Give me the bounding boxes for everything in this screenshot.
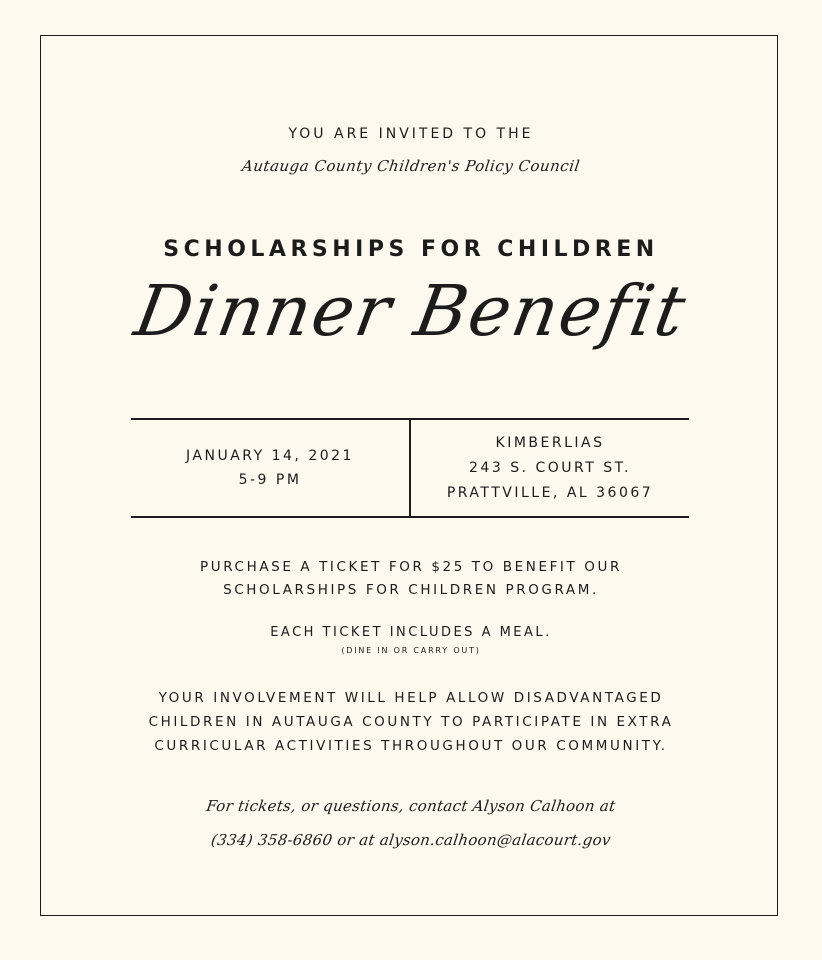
event-title: Dinner Benefit (128, 270, 694, 352)
contact-line-1: For tickets, or questions, contact Alyson Calhoon at (205, 797, 617, 815)
event-datetime (131, 418, 409, 518)
ticket-line-2: SCHOLARSHIPS FOR CHILDREN PROGRAM. (223, 582, 599, 598)
involvement-line-3: CURRICULAR ACTIVITIES THROUGHOUT OUR COMMUNITY. (154, 738, 668, 754)
event-location (411, 418, 689, 518)
venue-city: PRATTVILLE, AL 36067 (446, 484, 654, 501)
involvement-line-2: CHILDREN IN AUTAUGA COUNTY TO PARTICIPATE IN EXTRA (148, 714, 674, 730)
event-date: JANUARY 14, 2021 (186, 448, 354, 464)
event-headline: SCHOLARSHIPS FOR CHILDREN (163, 237, 659, 262)
dine-option-note: (DINE IN OR CARRY OUT) (341, 646, 481, 655)
venue-street: 243 S. COURT ST. (469, 459, 631, 476)
meal-note: EACH TICKET INCLUDES A MEAL. (270, 625, 552, 640)
event-time: 5-9 PM (238, 472, 302, 488)
venue-name: KIMBERLIAS (495, 434, 605, 451)
involvement-line-1: YOUR INVOLVEMENT WILL HELP ALLOW DISADVANTAGED (158, 690, 664, 706)
contact-line-2: (334) 358-6860 or at alyson.calhoon@alacourt.gov (209, 831, 613, 849)
invitation-intro: YOU ARE INVITED TO THE (288, 126, 534, 142)
ticket-line-1: PURCHASE A TICKET FOR $25 TO BENEFIT OUR (200, 559, 622, 575)
organization-name: Autauga County Children's Policy Council (240, 157, 582, 175)
